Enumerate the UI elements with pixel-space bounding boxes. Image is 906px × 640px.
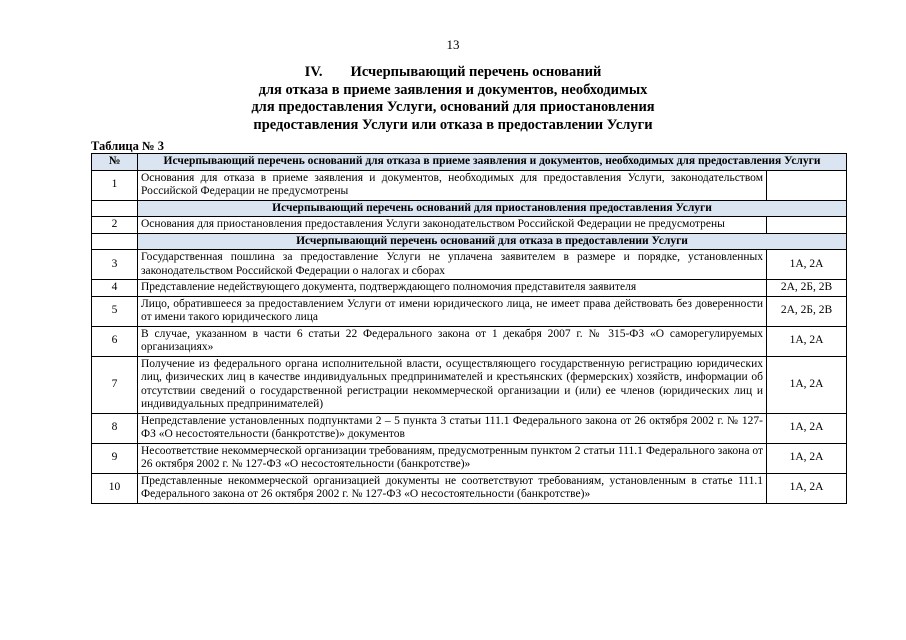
section-empty-cell	[92, 233, 138, 250]
section-row	[92, 233, 847, 250]
row-code: 2А, 2Б, 2В	[767, 296, 847, 326]
row-text: Непредставление установленных подпунктами 2 – 5 пункта 3 статьи 111.1 Федерального закона от 26 октября 2002 г. № 127-ФЗ «О несостоятельности (банкротстве)» документов	[138, 413, 767, 443]
row-code: 1А, 2А	[767, 473, 847, 503]
row-num: 3	[92, 250, 138, 280]
row-code: 1А, 2А	[767, 413, 847, 443]
table-label: Таблица № 3	[91, 139, 164, 153]
row-text: Основания для отказа в приеме заявления и документов, необходимых для предоставления Услуги, законодательством Российской Федерации не предусмотрены	[138, 170, 767, 200]
row-code	[767, 217, 847, 234]
row-num: 8	[92, 413, 138, 443]
row-text: Государственная пошлина за предоставление Услуги не уплачена заявителем в размере и порядке, установленных законодательством Российской Федерации о налогах и сборах	[138, 250, 767, 280]
row-text: Несоответствие некоммерческой организации требованиям, предусмотренным пунктом 2 статьи 111.1 Федерального закона от 26 октября 2002 г. № 127-ФЗ «О несостоятельности (банкротстве)»	[138, 443, 767, 473]
header-num: №	[92, 154, 138, 171]
page-number: 13	[446, 37, 460, 52]
row-text: Получение из федерального органа исполнительной власти, осуществляющего государственную регистрацию юридических лиц, физических лиц в качестве индивидуальных предпринимателей и крестьянских (фермерских) хозяйств, информации об отсутствии сведений о государственной регистрации некоммерческой организации и (или) ее членов (юридических лиц и индивидуальных предпринимателей)	[138, 356, 767, 413]
section-title: Исчерпывающий перечень оснований для приостановления предоставления Услуги	[138, 200, 847, 217]
row-num: 6	[92, 326, 138, 356]
grounds-table	[91, 153, 847, 504]
row-code: 1А, 2А	[767, 250, 847, 280]
table-header-row	[92, 154, 847, 171]
table-row	[92, 280, 847, 297]
table-row	[92, 443, 847, 473]
row-num: 7	[92, 356, 138, 413]
row-num: 9	[92, 443, 138, 473]
header-title: Исчерпывающий перечень оснований для отказа в приеме заявления и документов, необходимых для предоставления Услуги	[138, 154, 847, 171]
section-number: IV.	[304, 64, 323, 80]
row-text: Лицо, обратившееся за предоставлением Услуги от имени юридического лица, не имеет права действовать без доверенности от имени такого юридического лица	[138, 296, 767, 326]
row-num: 10	[92, 473, 138, 503]
row-text: В случае, указанном в части 6 статьи 22 Федерального закона от 1 декабря 2007 г. № 315-ФЗ «О саморегулируемых организациях»	[138, 326, 767, 356]
section-empty-cell	[92, 200, 138, 217]
table-row	[92, 356, 847, 413]
row-num: 2	[92, 217, 138, 234]
table-row	[92, 413, 847, 443]
table-row	[92, 170, 847, 200]
table-row	[92, 250, 847, 280]
heading-line-4: предоставления Услуги или отказа в предоставлении Услуги	[253, 116, 653, 133]
row-num: 5	[92, 296, 138, 326]
row-text: Представление недействующего документа, подтверждающего полномочия представителя заявителя	[138, 280, 767, 297]
heading-line-1: IV. Исчерпывающий перечень оснований	[304, 64, 602, 80]
table-row	[92, 473, 847, 503]
row-code: 2А, 2Б, 2В	[767, 280, 847, 297]
row-code	[767, 170, 847, 200]
section-row	[92, 200, 847, 217]
heading-line-2: для отказа в приеме заявления и документов, необходимых	[258, 81, 648, 98]
row-num: 1	[92, 170, 138, 200]
row-code: 1А, 2А	[767, 443, 847, 473]
row-text: Представленные некоммерческой организацией документы не соответствуют требованиям, установленным в статье 111.1 Федерального закона от 26 октября 2002 г. № 127-ФЗ «О несостоятельности (банкротстве)»	[138, 473, 767, 503]
row-code: 1А, 2А	[767, 356, 847, 413]
section-heading	[150, 64, 756, 134]
table-row	[92, 217, 847, 234]
heading-line-3: для предоставления Услуги, оснований для приостановления	[251, 99, 655, 115]
section-title: Исчерпывающий перечень оснований для отказа в предоставлении Услуги	[138, 233, 847, 250]
row-code: 1А, 2А	[767, 326, 847, 356]
row-num: 4	[92, 280, 138, 297]
row-text: Основания для приостановления предоставления Услуги законодательством Российской Федерации не предусмотрены	[138, 217, 767, 234]
table-row	[92, 296, 847, 326]
table-row	[92, 326, 847, 356]
